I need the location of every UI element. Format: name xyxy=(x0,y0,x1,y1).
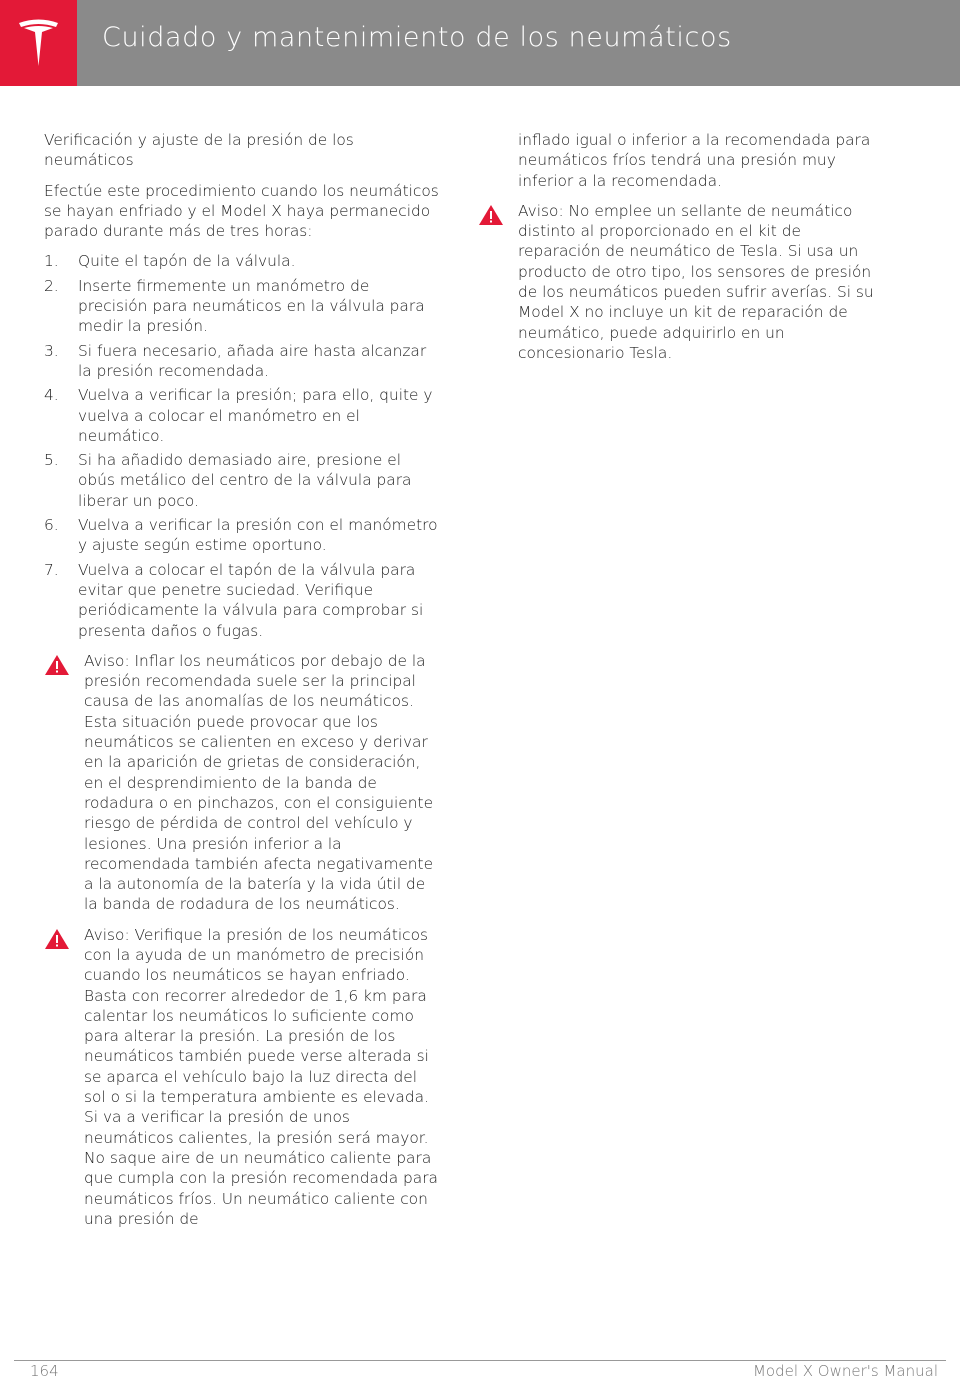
page-number: 164 xyxy=(30,1362,59,1380)
step-number: 1. xyxy=(44,252,59,271)
intro-paragraph: Efectúe este procedimiento cuando los neumáticos se hayan enfriado y el Model X haya permanecido parado durante más de tres horas: xyxy=(44,181,439,241)
list-item xyxy=(44,385,440,446)
manual-title: Model X Owner's Manual xyxy=(752,1362,938,1380)
warning-triangle-icon xyxy=(478,204,504,226)
page-header xyxy=(0,0,960,86)
warning-text: Aviso: Inflar los neumáticos por debajo de la presión recomendada suele ser la principal causa de las anomalías de los neumáticos. Esta situación puede provocar que los neumáticos se calienten en exceso y derivar en la aparición de grietas de consideración, en el desprendimiento de la banda de rodadura o en pinchazos, con el consiguiente riesgo de pérdida de control del vehículo y lesiones. Una presión inferior a la recomendada también afecta negativamente a la autonomía de la batería y la vida útil de la banda de rodadura de los neumáticos. xyxy=(84,651,434,914)
step-text: Si fuera necesario, añada aire hasta alcanzar la presión recomendada. xyxy=(78,341,427,380)
section-heading: Verificación y ajuste de la presión de los neumáticos xyxy=(44,131,354,170)
right-column xyxy=(478,130,874,373)
step-text: Quite el tapón de la válvula. xyxy=(78,252,296,271)
step-text: Vuelva a colocar el tapón de la válvula para evitar que penetre suciedad. Verifique periódicamente la válvula para comprobar si presenta daños o fugas. xyxy=(78,560,424,640)
step-number: 2. xyxy=(44,276,59,295)
list-item xyxy=(44,251,440,271)
warning-hot-tires xyxy=(44,925,440,1229)
warning-continuation: inflado igual o inferior a la recomendada para neumáticos fríos tendrá una presión muy inferior a la recomendada. xyxy=(518,131,871,190)
footer-divider xyxy=(14,1360,946,1361)
step-number: 6. xyxy=(44,516,59,535)
warning-triangle-icon xyxy=(44,654,70,676)
step-text: Vuelva a verificar la presión; para ello, quite y vuelva a colocar el manómetro en el neumático. xyxy=(78,386,433,445)
step-text: Inserte firmemente un manómetro de precisión para neumáticos en la válvula para medir la presión. xyxy=(78,276,425,336)
list-item xyxy=(44,276,440,337)
step-text: Si ha añadido demasiado aire, presione el obús metálico del centro de la válvula para liberar un poco. xyxy=(78,451,412,510)
list-item xyxy=(44,515,440,556)
warning-text: Aviso: Verifique la presión de los neumáticos con la ayuda de un manómetro de precisión cuando los neumáticos se hayan enfriado. Basta con recorrer alrededor de 1,6 km para calentar los neumáticos lo suficiente como para alterar la presión. La presión de los neumáticos también puede verse alterada si se aparca el vehículo bajo la luz directa del sol o si la temperatura ambiente es elevada. Si va a verificar la presión de unos neumáticos calientes, la presión será mayor. No saque aire de un neumático caliente para que cumpla con la presión recomendada para neumáticos fríos. Un neumático caliente con una presión de xyxy=(84,925,438,1228)
list-item xyxy=(44,450,440,511)
warning-sealant xyxy=(478,201,874,363)
left-column xyxy=(44,130,440,1239)
list-item xyxy=(44,560,440,641)
step-number: 5. xyxy=(44,451,59,470)
step-number: 7. xyxy=(44,560,59,579)
tesla-logo-icon xyxy=(17,18,60,68)
warning-triangle-icon xyxy=(44,928,70,950)
step-number: 4. xyxy=(44,386,59,405)
logo-block xyxy=(0,0,77,86)
page-title: Cuidado y mantenimiento de los neumáticos xyxy=(102,22,732,53)
procedure-steps xyxy=(44,251,440,640)
list-item xyxy=(44,341,440,382)
step-number: 3. xyxy=(44,341,59,360)
warning-text: Aviso: No emplee un sellante de neumático distinto al proporcionado en el kit de reparación de neumático de Tesla. Si usa un producto de otro tipo, los sensores de presión de los neumáticos pueden sufrir averías. Si su Model X no incluye un kit de reparación de neumático, puede adquirirlo en un concesionario Tesla. xyxy=(518,201,874,362)
step-text: Vuelva a verificar la presión con el manómetro y ajuste según estime oportuno. xyxy=(78,516,438,555)
warning-underinflation xyxy=(44,651,440,915)
